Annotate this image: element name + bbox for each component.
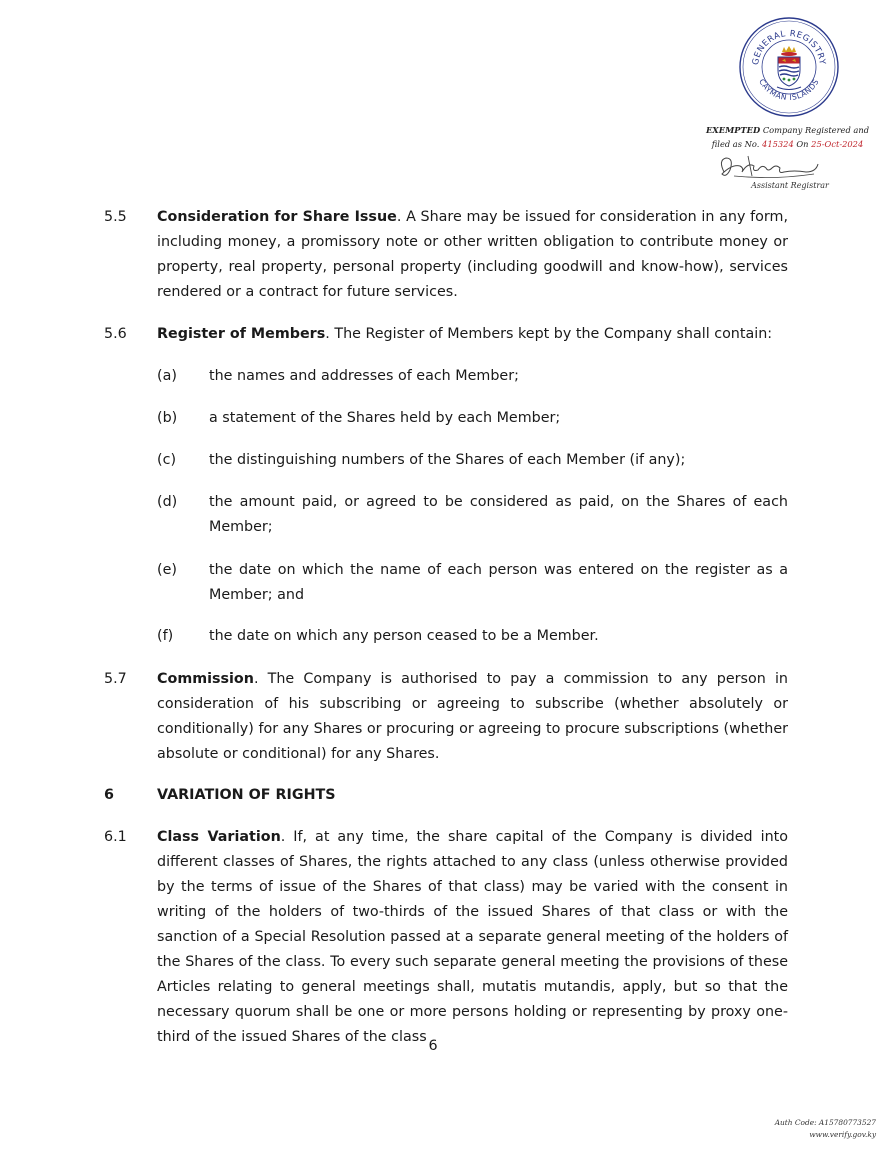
list-item-text: the date on which the name of each person was entered on the register as a Member; and xyxy=(209,562,788,603)
clause-5-7 xyxy=(104,667,788,767)
list-item-label: (f) xyxy=(157,628,174,644)
list-item xyxy=(157,364,788,389)
general-registry-seal xyxy=(738,16,840,118)
seal-bottom-text: CAYMAN ISLANDS xyxy=(757,77,821,103)
list-item-text: the names and addresses of each Member; xyxy=(209,368,519,384)
list-item-text: the amount paid, or agreed to be considered as paid, on the Shares of each Member; xyxy=(209,494,788,535)
verification-footer xyxy=(775,1117,876,1141)
list-item-label: (e) xyxy=(157,562,177,578)
clause-number: 6.1 xyxy=(104,829,127,845)
list-item-label: (c) xyxy=(157,452,177,468)
registration-stamp xyxy=(700,123,875,151)
clause-number: 5.5 xyxy=(104,209,127,225)
clause-number: 5.7 xyxy=(104,671,127,687)
clause-title: Consideration for Share Issue xyxy=(157,209,397,225)
filing-line xyxy=(700,137,875,151)
company-type: EXEMPTED xyxy=(705,125,761,135)
filed-prefix: filed as No. xyxy=(711,139,760,149)
list-item-text: the date on which any person ceased to be a Member. xyxy=(209,628,599,644)
clause-title: Commission xyxy=(157,671,254,687)
clause-title: Register of Members xyxy=(157,326,326,342)
list-item-text: the distinguishing numbers of the Shares of each Member (if any); xyxy=(209,452,686,468)
clause-body: . The Company is authorised to pay a commission to any person in consideration of his subscribing or agreeing to subscribe (whether absolutely or conditionally) for any Shares or procuring or agreeing to procure subscriptions (whether absolute or conditional) for any Shares. xyxy=(157,671,788,762)
registered-text: Company Registered and xyxy=(762,125,870,135)
clause-body: . A Share may be issued for consideration in any form, including money, a promissory note or other written obligation to contribute money or property, real property, personal property (including goodwill and know-how), services rendered or a contract for future services. xyxy=(157,209,788,300)
clause-title: Class Variation xyxy=(157,829,281,845)
section-title: VARIATION OF RIGHTS xyxy=(157,787,336,803)
verify-website: www.verify.gov.ky xyxy=(809,1130,876,1139)
clause-text xyxy=(157,667,788,767)
clause-5-6 xyxy=(104,322,788,347)
registrar-signature xyxy=(714,150,824,182)
on-text: On xyxy=(796,139,809,149)
clause-text xyxy=(157,825,788,1050)
list-item-label: (d) xyxy=(157,494,178,510)
list-item xyxy=(157,558,788,608)
list-item-label: (b) xyxy=(157,410,178,426)
clause-6-1 xyxy=(104,825,788,1050)
list-item-label: (a) xyxy=(157,368,177,384)
auth-code: Auth Code: A15780773527 xyxy=(774,1118,876,1127)
coat-of-arms-icon xyxy=(777,46,801,90)
clause-body: . The Register of Members kept by the Company shall contain: xyxy=(325,326,773,342)
filed-number: 415324 xyxy=(762,139,794,149)
clause-text xyxy=(157,322,788,347)
list-item xyxy=(157,624,788,649)
clause-5-5 xyxy=(104,205,788,305)
section-number: 6 xyxy=(104,787,114,803)
section-6-heading xyxy=(104,783,336,808)
signatory-title: Assistant Registrar xyxy=(751,181,829,190)
page-number: 6 xyxy=(428,1038,438,1054)
clause-body: . If, at any time, the share capital of the Company is divided into different classes of Shares, the rights attached to any class (unless otherwise provided by the terms of issue of the Shares of that class) may be varied with the consent in writing of the holders of two-thirds of the issued Shares of that class or with the sanction of a Special Resolution passed at a separate general meeting of the holders of the Shares of the class. To every such separate general meeting the provisions of these Articles relating to general meetings shall, mutatis mutandis, apply, but so that the necessary quorum shall be one or more persons holding or representing by proxy one-third of the issued Shares of the class xyxy=(157,829,788,1045)
list-item-text: a statement of the Shares held by each Member; xyxy=(209,410,561,426)
clause-number: 5.6 xyxy=(104,326,127,342)
seal-top-text: GENERAL REGISTRY xyxy=(750,28,828,66)
clause-text xyxy=(157,205,788,305)
filed-date: 25-Oct-2024 xyxy=(811,139,864,149)
registration-line xyxy=(700,123,875,137)
list-item xyxy=(157,448,788,473)
list-item xyxy=(157,406,788,431)
list-item xyxy=(157,490,788,540)
